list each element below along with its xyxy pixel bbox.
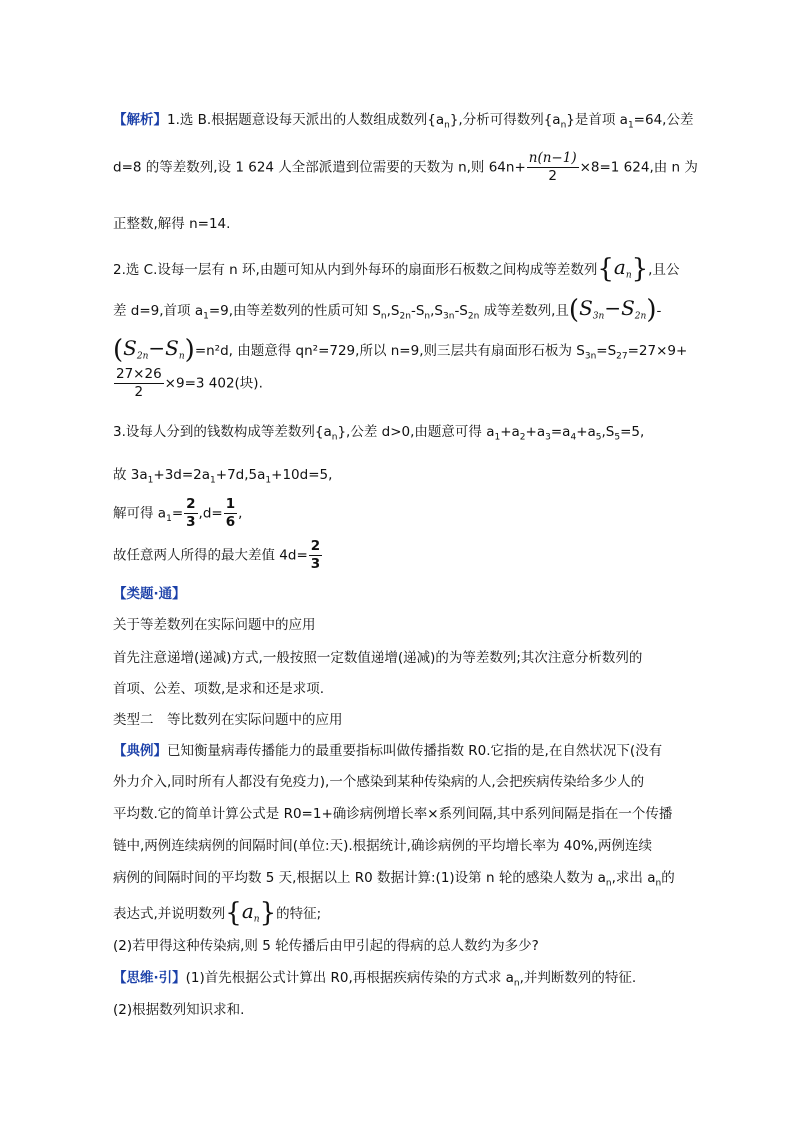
fraction: $\frac{2}{3}$ [186, 496, 196, 530]
s1-line-3: 正整数,解得 n=14. [113, 216, 231, 232]
s3-line-2: 故 $3a_1+3d=2a_1+7d,5a_1+10d=5$, [113, 467, 333, 486]
s1-line-1: 【解析】1.选 B.根据题意设每天派出的人数组成数列$\{a_n\}$,分析可得数列$\{a_n\}$是首项 $a_1=64$,公差 [113, 112, 694, 131]
tong-title: 关于等差数列在实际问题中的应用 [113, 617, 316, 633]
s3-line-4: 故任意两人所得的最大差值 4d= $\frac{2}{3}$ [113, 538, 321, 572]
tong-p2: 首项、公差、项数,是求和还是求项. [113, 681, 325, 697]
dianli-line-1: 【典例】已知衡量病毒传播能力的最重要指标叫做传播指数 R0.它指的是,在自然状况下(没有 [113, 743, 663, 759]
s2-line-2: 差 d=9,首项 $a_1=9$,由等差数列的性质可知 $S_n,S_{2n}-S_n,S_{3n}-S_{2n}$ 成等差数列,且$(S_{3n}-S_{2n})-$ [113, 295, 662, 325]
tong-tag: 【类题·通】 [113, 586, 186, 602]
s2-line-4: $\frac{27\times 26}{2}$ ×9=3 402(块). [116, 366, 263, 400]
fraction: $\frac{27\times 26}{2}$ [116, 366, 162, 400]
siwei-line-2: (2)根据数列知识求和. [113, 1002, 245, 1018]
dianli-line-2: 外力介入,同时所有人都没有免疫力),一个感染到某种传染病的人,会把疾病传染给多少人的 [113, 774, 645, 790]
fraction: $\frac{2}{3}$ [310, 538, 321, 572]
fraction: $\frac{1}{6}$ [225, 496, 236, 530]
dianli-line-3: 平均数.它的简单计算公式是 R0=1+确诊病例增长率×系列间隔,其中系列间隔是指在一个传播 [113, 806, 673, 822]
dianli-line-6: 表达式,并说明数列$\{a_n\}$的特征; [113, 898, 322, 928]
analysis-tag: 【解析】 [113, 112, 167, 128]
s2-line-3: $(S_{2n}-S_n)=n^2d$, 由题意得 qn²=729,所以 n=9,则三层共有扇面形石板为 $S_{3n}=S_{27}=27\times 9+$ [113, 335, 688, 365]
s3-line-3: 解可得 $a_1=$ $\frac{2}{3}$ ,d= $\frac{1}{6}$ , [113, 496, 243, 530]
dianli-line-7: (2)若甲得这种传染病,则 5 轮传播后由甲引起的得病的总人数约为多少? [113, 938, 539, 954]
tong-p1: 首先注意递增(递减)方式,一般按照一定数值递增(递减)的为等差数列;其次注意分析数列的 [113, 650, 643, 666]
s2-line-1: 2.选 C.设每一层有 n 环,由题可知从内到外每环的扇面形石板数之间构成等差数列$\{a_n\}$,且公 [113, 254, 680, 284]
type2-title: 类型二 等比数列在实际问题中的应用 [113, 712, 343, 728]
siwei-line-1: 【思维·引】(1)首先根据公式计算出 R0,再根据疾病传染的方式求 $a_n$,并判断数列的特征. [113, 970, 637, 989]
dianli-line-4: 链中,两例连续病例的间隔时间(单位:天).根据统计,确诊病例的平均增长率为 40%,两例连续 [113, 838, 653, 854]
s3-line-1: 3.设每人分到的钱数构成等差数列$\{a_n\}$,公差 d>0,由题意可得 $a_1+a_2+a_3=a_4+a_5,S_5=5$, [113, 424, 645, 443]
fraction: $\frac{n(n-1)}{2}$ [528, 150, 577, 184]
s1-line-2: d=8 的等差数列,设 1 624 人全部派遣到位需要的天数为 n,则 64n+ $\frac{n(n-1)}{2}$ ×8=1 624,由 n 为 [113, 150, 698, 184]
dianli-line-5: 病例的间隔时间的平均数 5 天,根据以上 R0 数据计算:(1)设第 n 轮的感染人数为 $a_n$,求出 $a_n$的 [113, 870, 675, 889]
